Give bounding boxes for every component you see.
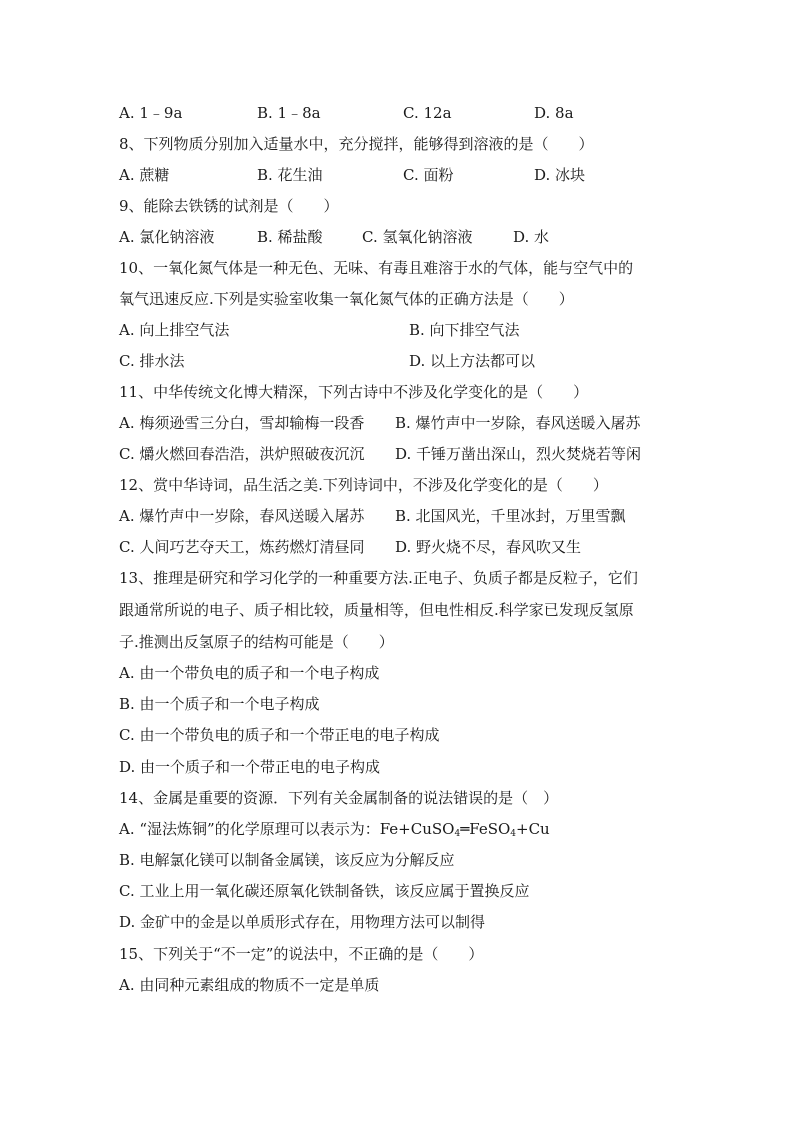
q14-option-d: D. 金矿中的金是以单质形式存在，用物理方法可以制得: [119, 913, 486, 931]
q14-option-c: C. 工业上用一氧化碳还原氧化铁制备铁，该反应属于置换反应: [119, 882, 530, 900]
q14-formula-part-3: +Cu: [516, 820, 550, 838]
q12-option-c: C. 人间巧艺夺天工，炼药燃灯清昼同: [119, 538, 365, 556]
q10-option-b: B. 向下排空气法: [409, 321, 520, 339]
q10-option-d: D. 以上方法都可以: [409, 352, 536, 370]
q8-stem: 8、下列物质分别加入适量水中，充分搅拌，能够得到溶液的是（ ）: [119, 135, 594, 153]
q14-option-b: B. 电解氯化镁可以制备金属镁，该反应为分解反应: [119, 851, 455, 869]
q13-option-d: D. 由一个质子和一个带正电的电子构成: [119, 758, 381, 776]
q7-option-b: B. 1﹣8a: [257, 104, 321, 122]
q14-formula-part-2: ═FeSO: [460, 820, 511, 838]
q10-option-c: C. 排水法: [119, 352, 185, 370]
q7-option-a: A. 1﹣9a: [119, 104, 183, 122]
q8-option-d: D. 冰块: [534, 166, 586, 184]
q8-option-a: A. 蔗糖: [119, 166, 170, 184]
q7-option-d: D. 8a: [534, 104, 574, 122]
q9-stem: 9、能除去铁锈的试剂是（ ）: [119, 197, 339, 215]
q14-stem: 14、金属是重要的资源．下列有关金属制备的说法错误的是（ ）: [119, 789, 559, 807]
q12-option-b: B. 北国风光，千里冰封，万里雪飘: [395, 507, 626, 525]
q14-option-a-text: A. “湿法炼铜”的化学原理可以表示为：: [119, 820, 380, 838]
q9-option-c: C. 氢氧化钠溶液: [362, 228, 473, 246]
q12-stem: 12、赏中华诗词，品生活之美.下列诗词中，不涉及化学变化的是（ ）: [119, 476, 608, 494]
q14-formula-part-1: Fe+CuSO: [379, 820, 455, 838]
q10-option-a: A. 向上排空气法: [119, 321, 230, 339]
q8-option-c: C. 面粉: [403, 166, 454, 184]
q13-option-a: A. 由一个带负电的质子和一个电子构成: [119, 664, 380, 682]
q12-option-a: A. 爆竹声中一岁除，春风送暖入屠苏: [119, 507, 365, 525]
q11-option-d: D. 千锤万凿出深山，烈火焚烧若等闲: [395, 445, 642, 463]
q15-stem: 15、下列关于“不一定”的说法中，不正确的是（ ）: [119, 945, 484, 963]
q14-formula-subscript-1: 4: [454, 829, 461, 839]
q10-stem-line-2: 氧气迅速反应.下列是实验室收集一氧化氮气体的正确方法是（ ）: [119, 290, 574, 308]
q14-option-a: [119, 819, 679, 839]
q13-option-c: C. 由一个带负电的质子和一个带正电的电子构成: [119, 726, 440, 744]
q13-stem-line-1: 13、推理是研究和学习化学的一种重要方法.正电子、负质子都是反粒子，它们: [119, 569, 638, 587]
q14-formula-subscript-2: 4: [510, 829, 517, 839]
q11-stem: 11、中华传统文化博大精深，下列古诗中不涉及化学变化的是（ ）: [119, 383, 589, 401]
q13-stem-line-3: 子.推测出反氢原子的结构可能是（ ）: [119, 633, 394, 651]
q9-option-a: A. 氯化钠溶液: [119, 228, 215, 246]
q10-stem-line-1: 10、一氧化氮气体是一种无色、无味、有毒且难溶于水的气体，能与空气中的: [119, 259, 634, 277]
q8-option-b: B. 花生油: [257, 166, 323, 184]
q11-option-c: C. 爝火燃回春浩浩，洪炉照破夜沉沉: [119, 445, 365, 463]
q7-option-c: C. 12a: [403, 104, 452, 122]
q11-option-a: A. 梅须逊雪三分白，雪却输梅一段香: [119, 414, 365, 432]
q13-option-b: B. 由一个质子和一个电子构成: [119, 695, 320, 713]
q9-option-b: B. 稀盐酸: [257, 228, 323, 246]
q12-option-d: D. 野火烧不尽，春风吹又生: [395, 538, 582, 556]
q11-option-b: B. 爆竹声中一岁除，春风送暖入屠苏: [395, 414, 641, 432]
q9-option-d: D. 水: [513, 228, 550, 246]
q13-stem-line-2: 跟通常所说的电子、质子相比较，质量相等，但电性相反.科学家已发现反氢原: [119, 601, 634, 619]
q15-option-a: A. 由同种元素组成的物质不一定是单质: [119, 976, 380, 994]
